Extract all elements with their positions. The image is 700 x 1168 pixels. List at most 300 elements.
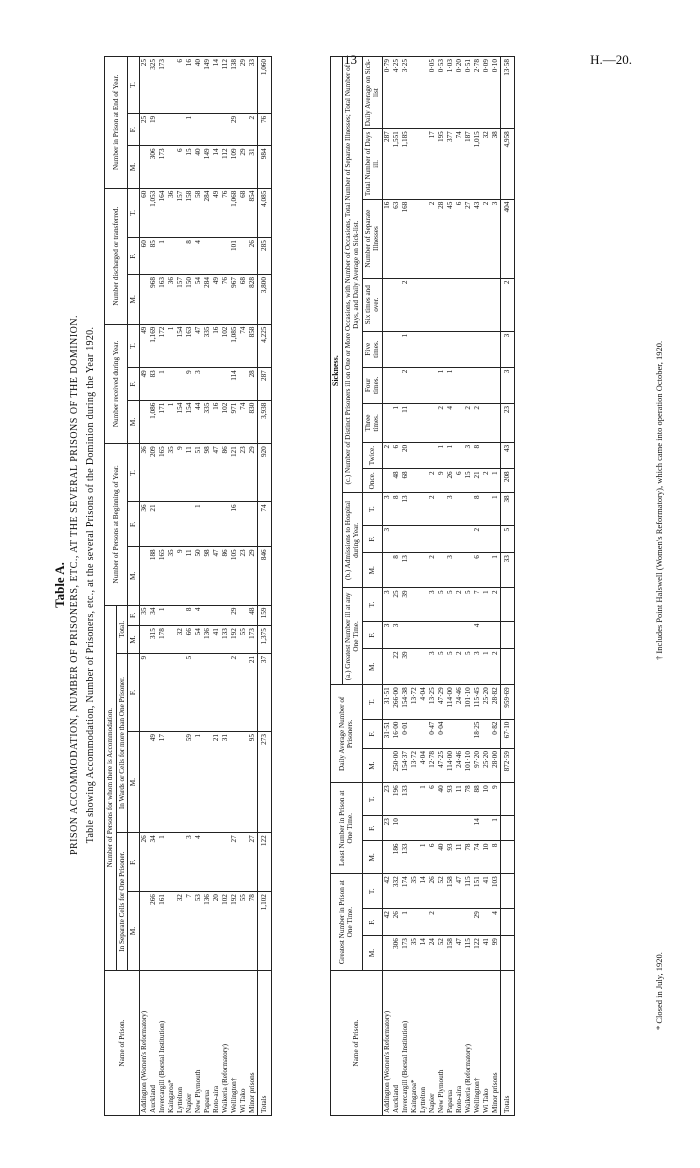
- table-cell: 29: [248, 444, 258, 502]
- prison-name: Invercargill (Borstal Institution): [158, 971, 167, 1116]
- table-row: [194, 57, 203, 1116]
- table-cell: [437, 331, 446, 367]
- table-cell: 14: [419, 936, 428, 971]
- table-cell: [419, 816, 428, 841]
- table-cell: [392, 367, 401, 403]
- table-cell: 188: [149, 547, 158, 605]
- table-cell: [167, 732, 176, 833]
- table-cell: [176, 833, 185, 892]
- table-cell: 284: [203, 188, 212, 238]
- table-row: [473, 57, 482, 1116]
- table-cell: 60: [139, 188, 149, 238]
- table-cell: 42: [382, 874, 392, 909]
- table-cell: 1: [419, 783, 428, 816]
- table-cell: 52: [437, 874, 446, 909]
- table-cell: 1: [419, 841, 428, 874]
- col-end: Number in Prison at End of Year.: [105, 57, 128, 189]
- table-cell: 66: [185, 626, 194, 654]
- table-cell: 0·04: [437, 719, 446, 748]
- table-cell: 3·25: [401, 57, 410, 129]
- sub-t: T.: [128, 324, 140, 368]
- table-cell: 49: [139, 324, 149, 368]
- table-cell: 23: [500, 403, 514, 442]
- table-cell: 36: [167, 188, 176, 238]
- table-cell: 3,938: [257, 400, 271, 444]
- table-cell: [410, 525, 419, 552]
- sub-m: M.: [128, 146, 140, 188]
- table-row: [392, 57, 401, 1116]
- table-cell: [500, 783, 514, 816]
- table-cell: 58: [194, 188, 203, 238]
- footnote-includes: † Includes Point Halswell (Women's Reformatory), which came into operation October, 1920.: [654, 340, 664, 660]
- table-cell: 2: [401, 367, 410, 403]
- table-cell: 3: [446, 493, 455, 526]
- table-cell: 5: [464, 649, 473, 685]
- table-cell: 16·00: [392, 719, 401, 748]
- table-cell: [500, 588, 514, 621]
- table-cell: [464, 493, 473, 526]
- table-cell: [473, 331, 482, 367]
- table-cell: 186: [392, 841, 401, 874]
- table-cell: 3: [382, 621, 392, 649]
- table-cell: 4: [491, 909, 501, 936]
- table-cell: [437, 493, 446, 526]
- table-cell: [428, 278, 437, 331]
- table-cell: [239, 605, 248, 626]
- table-cell: 114: [230, 368, 239, 400]
- table-cell: 26: [248, 238, 258, 275]
- table-cell: 16: [212, 324, 221, 368]
- table-cell: [428, 331, 437, 367]
- table-cell: 68: [239, 188, 248, 238]
- prison-name: Paparua: [203, 971, 212, 1116]
- table-cell: [248, 502, 258, 547]
- table-row: [410, 57, 419, 1116]
- table-cell: [410, 621, 419, 649]
- table-cell: [185, 502, 194, 547]
- table-cell: 3: [500, 367, 514, 403]
- table-cell: [382, 469, 392, 493]
- table-cell: [176, 502, 185, 547]
- table-cell: [464, 621, 473, 649]
- table-cell: 112: [221, 146, 230, 188]
- table-cell: 74: [455, 129, 464, 199]
- table-cell: 3,800: [257, 275, 271, 325]
- table-cell: [500, 816, 514, 841]
- col-sickness: Sickness.: [331, 57, 343, 685]
- table-cell: [382, 278, 392, 331]
- table-cell: 8: [491, 841, 501, 874]
- table-cell: [482, 621, 491, 649]
- table-cell: 115: [464, 936, 473, 971]
- table-cell: 63: [392, 199, 401, 278]
- table-cell: 13·58: [500, 57, 514, 129]
- table-cell: [428, 816, 437, 841]
- col-name-prison: Name of Prison.: [331, 971, 383, 1116]
- table-cell: 35: [167, 444, 176, 502]
- table-cell: 858: [248, 324, 258, 368]
- table-cell: [239, 732, 248, 833]
- table-cell: 959·69: [500, 685, 514, 719]
- table-cell: 2: [455, 588, 464, 621]
- table-cell: [446, 816, 455, 841]
- table-cell: [221, 605, 230, 626]
- table-cell: 3: [382, 525, 392, 552]
- table-cell: 1,085: [230, 324, 239, 368]
- table-cell: [410, 367, 419, 403]
- table-cell: [473, 367, 482, 403]
- table-cell: 6: [176, 146, 185, 188]
- table-cell: 1,169: [149, 324, 158, 368]
- table-cell: 45: [446, 199, 455, 278]
- table-cell: 101·10: [464, 749, 473, 783]
- table-cell: 1: [392, 403, 401, 442]
- table-cell: 49: [149, 732, 158, 833]
- table-cell: 74: [473, 841, 482, 874]
- table-cell: [212, 502, 221, 547]
- prison-name: Kaingaroa*: [410, 971, 419, 1116]
- prison-name: Auckland: [392, 971, 401, 1116]
- table-cell: 112: [221, 57, 230, 114]
- table-cell: 16: [212, 400, 221, 444]
- table-cell: 306: [392, 936, 401, 971]
- table-cell: 157: [176, 188, 185, 238]
- table-cell: [437, 816, 446, 841]
- table-cell: 4·25: [392, 57, 401, 129]
- sub-m: M.: [362, 841, 382, 874]
- table-cell: 4: [194, 833, 203, 892]
- table-cell: 208: [500, 469, 514, 493]
- table-cell: 133: [401, 783, 410, 816]
- prison-name: Waikeria (Reformatory): [221, 971, 230, 1116]
- table-cell: [167, 653, 176, 731]
- table-cell: 967: [230, 275, 239, 325]
- table-cell: 2: [428, 199, 437, 278]
- table-cell: 250·00: [392, 749, 401, 783]
- table-cell: 19: [149, 113, 158, 146]
- table-cell: 29: [239, 146, 248, 188]
- table-cell: 54: [194, 275, 203, 325]
- table-cell: 151: [473, 874, 482, 909]
- table-cell: [419, 442, 428, 469]
- table-cell: 2: [428, 493, 437, 526]
- table-cell: 5: [446, 588, 455, 621]
- table-cell: 26: [392, 909, 401, 936]
- table-cell: [239, 833, 248, 892]
- table-cell: 1,086: [149, 400, 158, 444]
- table-cell: 121: [230, 444, 239, 502]
- table-cell: [446, 909, 455, 936]
- table-row: [139, 57, 149, 1116]
- accommodation-table: [104, 56, 272, 1116]
- table-cell: 67·10: [500, 719, 514, 748]
- table-cell: [428, 525, 437, 552]
- table-cell: [410, 816, 419, 841]
- table-cell: [410, 841, 419, 874]
- sub-m: M.: [362, 936, 382, 971]
- table-cell: 35: [167, 547, 176, 605]
- table-cell: 1: [482, 588, 491, 621]
- table-cell: 2: [500, 278, 514, 331]
- table-cell: [491, 403, 501, 442]
- table-cell: 10: [392, 816, 401, 841]
- table-cell: 43: [473, 199, 482, 278]
- table-cell: 173: [158, 57, 167, 114]
- table-cell: 335: [203, 324, 212, 368]
- table-cell: 29: [230, 605, 239, 626]
- table-cell: [419, 199, 428, 278]
- table-cell: [203, 653, 212, 731]
- table-cell: [482, 367, 491, 403]
- table-cell: [203, 732, 212, 833]
- table-cell: [464, 719, 473, 748]
- table-cell: 9: [176, 444, 185, 502]
- table-cell: 335: [203, 400, 212, 444]
- table-cell: 2: [382, 442, 392, 469]
- sickness-table: [330, 56, 515, 1116]
- table-cell: 35: [410, 936, 419, 971]
- prison-name: Totals: [500, 971, 514, 1116]
- table-cell: [194, 113, 203, 146]
- table-cell: [437, 621, 446, 649]
- table-cell: 8: [473, 442, 482, 469]
- sub-f: F.: [128, 238, 140, 275]
- table-cell: 149: [203, 146, 212, 188]
- table-cell: 165: [158, 444, 167, 502]
- table-cell: 74: [239, 400, 248, 444]
- table-cell: 154: [185, 400, 194, 444]
- table-cell: [167, 113, 176, 146]
- table-cell: 103: [491, 874, 501, 909]
- table-cell: 86: [221, 547, 230, 605]
- table-cell: 377: [446, 129, 455, 199]
- table-cell: [419, 909, 428, 936]
- table-cell: [410, 403, 419, 442]
- table-cell: [455, 816, 464, 841]
- table-cell: [176, 238, 185, 275]
- table-cell: 60: [139, 238, 149, 275]
- table-cell: 5: [437, 588, 446, 621]
- table-cell: 161: [158, 892, 167, 971]
- col-total-days: Total Number of Days ill.: [362, 129, 382, 199]
- table-cell: [455, 553, 464, 588]
- sub-m: M.: [128, 732, 140, 833]
- prison-name: Roto-aira: [212, 971, 221, 1116]
- table-cell: 5: [500, 525, 514, 552]
- prison-name: Addington (Women's Reformatory): [382, 971, 392, 1116]
- table-cell: 93: [446, 783, 455, 816]
- table-cell: 285: [257, 238, 271, 275]
- table-cell: 47: [212, 444, 221, 502]
- table-cell: 23: [382, 783, 392, 816]
- table-cell: [482, 816, 491, 841]
- table-cell: 1: [167, 324, 176, 368]
- table-cell: 122: [473, 936, 482, 971]
- table-row: [167, 57, 176, 1116]
- table-cell: 3: [446, 553, 455, 588]
- table-cell: 4·04: [419, 685, 428, 719]
- table-cell: [221, 502, 230, 547]
- table-cell: 15: [185, 146, 194, 188]
- sub-t: T.: [362, 588, 382, 621]
- table-cell: [382, 749, 392, 783]
- table-cell: 266·00: [392, 685, 401, 719]
- table-cell: 14: [419, 874, 428, 909]
- table-cell: 40: [437, 841, 446, 874]
- table-cell: [500, 909, 514, 936]
- table-cell: 1,015: [473, 129, 482, 199]
- table-cell: [419, 367, 428, 403]
- table-cell: 0·20: [455, 57, 464, 129]
- table-cell: 6: [428, 841, 437, 874]
- table-cell: [212, 605, 221, 626]
- table-cell: 34: [149, 833, 158, 892]
- table-cell: 55: [239, 892, 248, 971]
- table-cell: 149: [203, 57, 212, 114]
- table-cell: 9: [185, 368, 194, 400]
- table-cell: 16: [382, 199, 392, 278]
- table-cell: [401, 621, 410, 649]
- table-cell: 51: [194, 444, 203, 502]
- table-cell: [419, 129, 428, 199]
- table-cell: [482, 553, 491, 588]
- table-cell: 1: [158, 238, 167, 275]
- table-cell: [139, 275, 149, 325]
- table-cell: 34: [149, 605, 158, 626]
- sub-t: T.: [362, 783, 382, 816]
- table-cell: 32: [482, 129, 491, 199]
- table-cell: 28·00: [491, 749, 501, 783]
- table-cell: 32: [176, 626, 185, 654]
- table-cell: 159: [257, 605, 271, 626]
- table-cell: 22: [392, 649, 401, 685]
- table-cell: 1: [446, 367, 455, 403]
- table-cell: [482, 442, 491, 469]
- table-cell: 55: [239, 626, 248, 654]
- table-cell: 4,085: [257, 188, 271, 238]
- table-cell: 11: [455, 783, 464, 816]
- col-accommodation: Number of Persons for whom there is Accommodation.: [105, 605, 117, 970]
- table-cell: 37: [257, 653, 271, 731]
- table-cell: 102: [221, 400, 230, 444]
- table-cell: [410, 588, 419, 621]
- table-cell: 3: [500, 331, 514, 367]
- table-cell: 3: [464, 442, 473, 469]
- table-cell: [446, 719, 455, 748]
- table-cell: 47: [455, 936, 464, 971]
- table-cell: [437, 553, 446, 588]
- table-cell: [410, 442, 419, 469]
- table-cell: 41: [482, 874, 491, 909]
- table-cell: 23: [239, 547, 248, 605]
- table-cell: [139, 146, 149, 188]
- table-cell: [455, 331, 464, 367]
- col-discharged: Number discharged or transferred.: [105, 188, 128, 324]
- table-row: [176, 57, 185, 1116]
- table-cell: 846: [257, 547, 271, 605]
- table-cell: 29: [239, 57, 248, 114]
- table-cell: [419, 493, 428, 526]
- table-cell: 287: [257, 368, 271, 400]
- table-cell: 157: [176, 275, 185, 325]
- sub-m: M.: [362, 649, 382, 685]
- table-cell: 13: [401, 553, 410, 588]
- table-cell: 6: [473, 553, 482, 588]
- table-cell: [410, 909, 419, 936]
- table-cell: [410, 493, 419, 526]
- table-cell: [455, 525, 464, 552]
- table-cell: 48: [392, 469, 401, 493]
- table-cell: [410, 469, 419, 493]
- table-cell: 2: [428, 469, 437, 493]
- table-cell: [176, 605, 185, 626]
- table-cell: 13·72: [410, 749, 419, 783]
- table-cell: 20: [212, 892, 221, 971]
- table-cell: [203, 502, 212, 547]
- col-daily-average: Daily Average Number of Prisoners.: [331, 685, 363, 783]
- table-cell: [437, 525, 446, 552]
- table-row: [149, 57, 158, 1116]
- table-cell: 828: [248, 275, 258, 325]
- table-cell: 1,068: [230, 188, 239, 238]
- table-cell: 306: [149, 146, 158, 188]
- table-cell: [410, 719, 419, 748]
- table-cell: 27: [464, 199, 473, 278]
- table-cell: [464, 331, 473, 367]
- table-cell: 24·46: [455, 685, 464, 719]
- table-cell: 25·20: [482, 685, 491, 719]
- table-cell: 76: [221, 275, 230, 325]
- table-cell: 105: [230, 547, 239, 605]
- table-cell: [410, 129, 419, 199]
- prison-name: Auckland: [149, 971, 158, 1116]
- table-cell: 192: [230, 626, 239, 654]
- table-cell: 13: [401, 493, 410, 526]
- col-five-times: Five times.: [362, 331, 382, 367]
- table-cell: 48: [248, 605, 258, 626]
- table-cell: 8: [185, 238, 194, 275]
- table-row: [455, 57, 464, 1116]
- table-cell: [203, 238, 212, 275]
- table-cell: 6: [176, 57, 185, 114]
- table-cell: [167, 57, 176, 114]
- table-cell: 49: [212, 275, 221, 325]
- table-cell: 39: [401, 588, 410, 621]
- table-cell: 27: [230, 833, 239, 892]
- table-cell: 174: [401, 874, 410, 909]
- table-cell: [221, 113, 230, 146]
- table-row: [428, 57, 437, 1116]
- table-cell: [491, 621, 501, 649]
- table-cell: 273: [257, 732, 271, 833]
- table-cell: [139, 892, 149, 971]
- table-cell: 115: [464, 874, 473, 909]
- table-cell: [446, 621, 455, 649]
- table-row: [382, 57, 392, 1116]
- table-cell: [139, 626, 149, 654]
- table-cell: 2: [464, 403, 473, 442]
- table-cell: 39: [401, 649, 410, 685]
- table-cell: 14: [212, 146, 221, 188]
- sickness-table-body: [382, 57, 514, 1116]
- prison-name: Lyttelton: [419, 971, 428, 1116]
- table-cell: [455, 367, 464, 403]
- table-cell: 404: [500, 199, 514, 278]
- table-cell: [455, 493, 464, 526]
- sub-f: F.: [128, 113, 140, 146]
- table-cell: [446, 278, 455, 331]
- table-cell: [428, 403, 437, 442]
